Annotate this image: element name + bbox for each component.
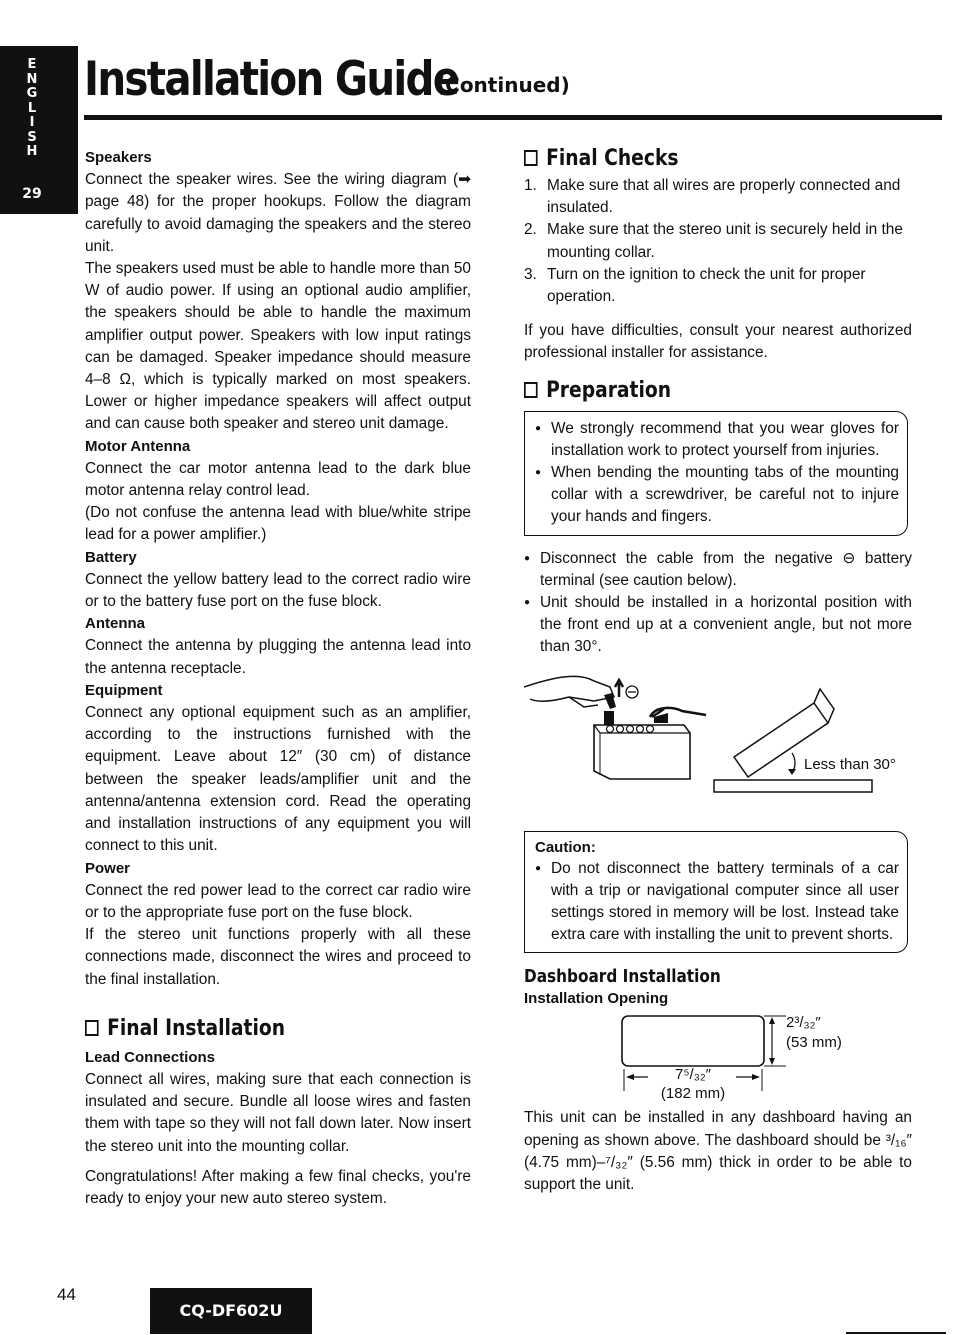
language-tab-letters: E N G L I S H	[26, 57, 38, 159]
lead-connections-paragraph: Connect all wires, making sure that each connection is insulated and secure. Bundle all loose wires and fasten them with tape so they will not fall down later. Now insert the stereo unit into the mounting collar.	[85, 1070, 471, 1155]
preparation-heading: Preparation	[524, 377, 854, 405]
left-column	[85, 147, 471, 1210]
width-dimension	[650, 1065, 736, 1103]
power-paragraph-2: If the stereo unit functions properly with all these connections made, disconnect the wires and proceed to the final installation.	[85, 926, 471, 988]
list-item: ● We strongly recommend that you wear gloves for installation work to protect yourself from injuries.	[535, 418, 899, 462]
final-checks-heading: Final Checks	[524, 145, 854, 173]
preparation-list	[524, 548, 912, 659]
width-inches: 7⁵/₃₂″	[675, 1066, 711, 1084]
speakers-paragraph-1: Connect the speaker wires. See the wiring diagram (➡ page 48) for the proper hookups. Follow the diagram carefully to avoid damaging the speakers and the stereo unit.	[85, 171, 471, 255]
section-number: 29	[22, 186, 42, 202]
model-badge: CQ-DF602U	[150, 1288, 312, 1334]
page-title-subtitle: (Continued)	[436, 73, 570, 97]
dashboard-paragraph: This unit can be installed in any dashboard having an opening as shown above. The dashboard should be ³/₁₆″ (4.75 mm)–⁷/₃₂″ (5.56 mm) thick in order to be able to support the unit.	[524, 1109, 912, 1194]
page-title	[84, 52, 570, 107]
caution-heading: Caution:	[535, 838, 596, 856]
angle-label: Less than 30°	[804, 755, 896, 773]
checkbox-square-icon	[85, 1020, 99, 1036]
power-heading: Power	[85, 859, 131, 877]
final-checks-list	[524, 175, 912, 308]
preparation-warning-box	[524, 411, 908, 536]
footer-rule	[846, 1332, 946, 1334]
height-millimeters: (53 mm)	[786, 1034, 842, 1052]
difficulties-paragraph: If you have difficulties, consult your nearest authorized professional installer for assistance.	[524, 322, 912, 362]
lead-connections-heading: Lead Connections	[85, 1048, 216, 1066]
list-item: ● When bending the mounting tabs of the mounting collar with a screwdriver, be careful not to injure your hands and fingers.	[535, 462, 899, 529]
installation-opening-heading: Installation Opening	[524, 990, 669, 1008]
antenna-paragraph: Connect the antenna by plugging the antenna lead into the antenna receptacle.	[85, 637, 471, 677]
list-item: ● Unit should be installed in a horizontal position with the front end up at a convenient angle, but not more than 30°.	[524, 592, 912, 659]
caution-box	[524, 831, 908, 954]
preparation-warning-list	[535, 418, 899, 529]
list-item: 2. Make sure that the stereo unit is securely held in the mounting collar.	[524, 221, 903, 261]
final-installation-heading: Final Installation	[85, 1015, 413, 1043]
width-millimeters: (182 mm)	[660, 1085, 726, 1103]
list-item: 1. Make sure that all wires are properly connected and insulated.	[524, 177, 901, 217]
title-rule	[84, 115, 942, 120]
list-item: 3. Turn on the ignition to check the unit for proper operation.	[524, 265, 866, 306]
congratulations-paragraph: Congratulations! After making a few final checks, you're ready to enjoy your new auto stereo system.	[85, 1167, 471, 1207]
height-dimension	[786, 1013, 842, 1053]
dashboard-installation-heading: Dashboard Installation	[524, 966, 721, 988]
checkbox-square-icon	[524, 150, 538, 166]
caution-list	[535, 858, 899, 947]
page-number: 44	[57, 1285, 76, 1304]
list-item: ● Disconnect the cable from the negative ⊖ battery terminal (see caution below).	[524, 548, 912, 592]
preparation-section	[524, 377, 912, 405]
speakers-heading: Speakers	[85, 149, 152, 166]
antenna-heading: Antenna	[85, 615, 145, 633]
final-installation-section	[85, 1015, 471, 1043]
equipment-heading: Equipment	[85, 681, 163, 699]
right-column	[524, 145, 912, 1196]
checkbox-square-icon	[524, 382, 538, 398]
motor-antenna-paragraph-1: Connect the car motor antenna lead to the dark blue motor antenna relay control lead.	[85, 459, 471, 500]
power-paragraph-1: Connect the red power lead to the correct car radio wire or to the appropriate fuse port on the fuse block.	[85, 881, 471, 921]
battery-heading: Battery	[85, 548, 137, 566]
equipment-paragraph: Connect any optional equipment such as an amplifier, according to the instructions furnished with the equipment. Leave about 12″ (30 cm) of distance between the speaker leads/amplifier unit and the antenna/antenna extension cord. Read the operating and installation instructions of any equipment you will connect to this unit.	[85, 704, 471, 855]
motor-antenna-heading: Motor Antenna	[85, 437, 191, 455]
list-item: ● Do not disconnect the battery terminals of a car with a trip or navigational computer since all user settings stored in memory will be lost. Instead take extra care with installing the unit to prevent shorts.	[535, 858, 899, 947]
battery-disconnect-illustration	[524, 667, 912, 817]
installation-opening-diagram	[524, 1011, 912, 1105]
speakers-paragraph-2: The speakers used must be able to handle more than 50 W of audio power. If using an optional audio amplifier, the speakers should be able to handle the maximum amplifier output power. Speakers with low input ratings can be damaged. Speaker impedance should measure 4–8 Ω, which is typically marked on most speakers. Lower or higher impedance speakers will affect output and can cause both speaker and stereo unit damage.	[85, 260, 471, 433]
battery-paragraph: Connect the yellow battery lead to the correct radio wire or to the battery fuse port on the fuse block.	[85, 570, 471, 611]
page-title-main: Installation Guide	[84, 52, 459, 107]
height-inches: 2³/₃₂″	[786, 1014, 821, 1032]
motor-antenna-paragraph-2: (Do not confuse the antenna lead with blue/white stripe lead for a power amplifier.)	[85, 504, 471, 544]
battery-angle-illustration	[524, 667, 912, 817]
